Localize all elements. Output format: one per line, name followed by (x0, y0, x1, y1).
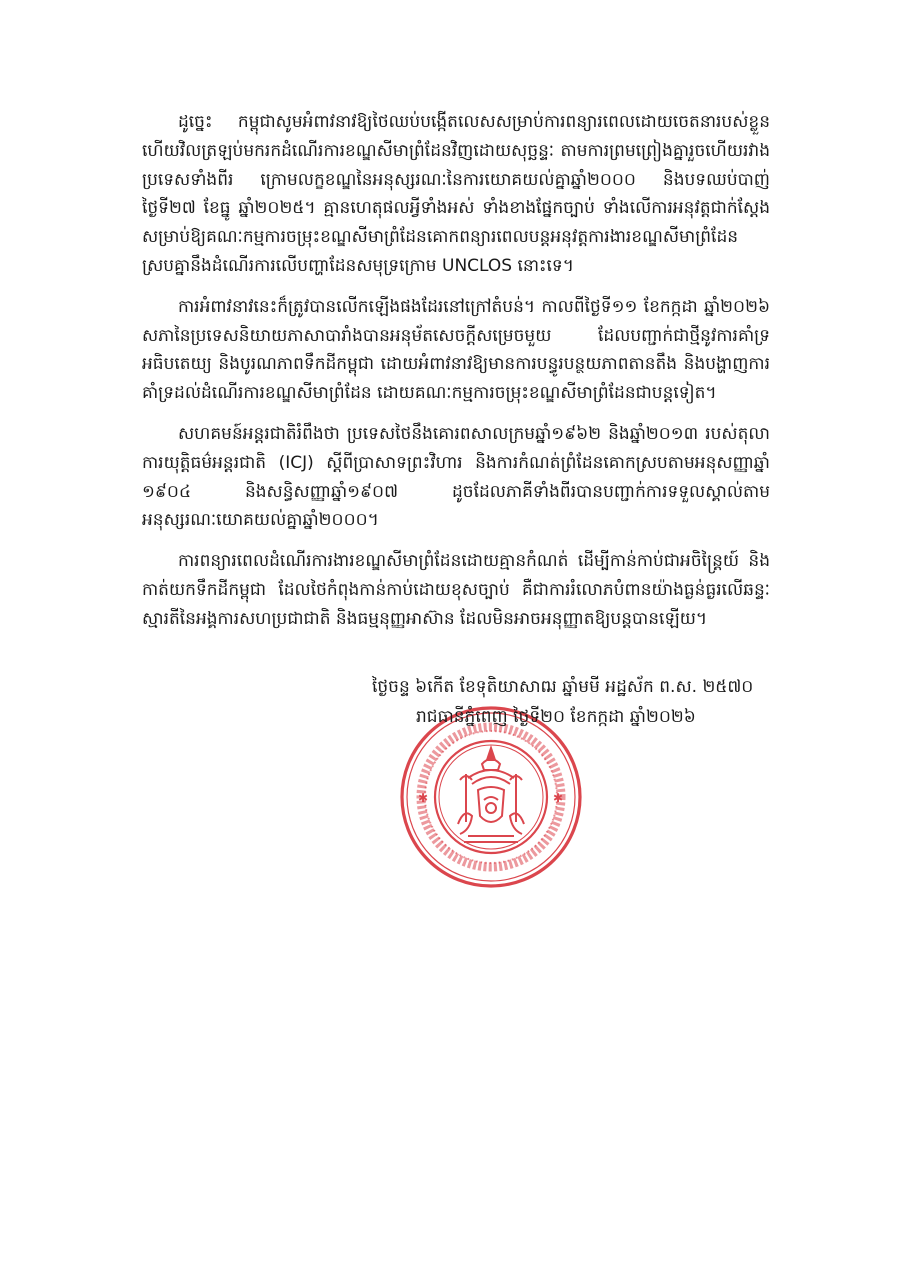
svg-text:✱: ✱ (553, 791, 564, 805)
date-block (372, 672, 792, 732)
document-body (142, 108, 770, 646)
svg-text:✱: ✱ (418, 791, 429, 805)
lunar-date-line: ថ្ងៃចន្ទ ៦កើត ខែទុតិយាសាឍ ឆ្នាំមមី អដ្ឋស័ក ព.ស. ២៥៧០ (372, 677, 754, 697)
paragraph-1: ដូច្នេះ កម្ពុជាសូមអំពាវនាវឱ្យថៃឈប់បង្កើតលេសសម្រាប់ការពន្យារពេលដោយចេតនារបស់ខ្លួន ហើយវិលត្រឡប់មករកដំណើរការខណ្ឌសីមាព្រំដែនវិញដោយសុច្ឆន្ទៈ តាមការព្រមព្រៀងគ្នារួចហើយរវាងប្រទេសទាំងពីរ ក្រោមលក្ខខណ្ឌនៃអនុស្សរណៈនៃការយោគយល់គ្នាឆ្នាំ២០០០ និងបទឈប់បាញ់ថ្ងៃទី២៧ ខែធ្នូ ឆ្នាំ២០២៥។ គ្មានហេតុផលអ្វីទាំងអស់ ទាំងខាងផ្នែកច្បាប់ ទាំងលើការអនុវត្តជាក់ស្តែង សម្រាប់ឱ្យគណៈកម្មការចម្រុះខណ្ឌសីមាព្រំដែនគោកពន្យារពេលបន្តអនុវត្តការងារខណ្ឌសីមាព្រំដែន ស្របគ្នានឹងដំណើរការលើបញ្ហាដែនសមុទ្រក្រោម UNCLOS នោះទេ។ (142, 112, 770, 276)
paragraph-3: សហគមន៍អន្តរជាតិរំពឹងថា ប្រទេសថៃនឹងគោរពសាលក្រមឆ្នាំ១៩៦២ និងឆ្នាំ២០១៣ របស់តុលាការយុត្តិធម៌អន្តរជាតិ (ICJ) ស្តីពីប្រាសាទព្រះវិហារ និងការកំណត់ព្រំដែនគោកស្របតាមអនុសញ្ញាឆ្នាំ ១៩០៤ និងសន្ធិសញ្ញាឆ្នាំ១៩០៧ ដូចដែលភាគីទាំងពីរបានបញ្ជាក់ការទទួលស្គាល់តាមអនុស្សរណៈយោគយល់គ្នាឆ្នាំ២០០០។ (142, 423, 770, 531)
paragraph-2: ការអំពាវនាវនេះក៏ត្រូវបានលើកឡើងផងដែរនៅក្រៅតំបន់។ កាលពីថ្ងៃទី១១ ខែកក្កដា ឆ្នាំ២០២៦ សភានៃប្រទេសនិយាយភាសាបារាំងបានអនុម័តសេចក្តីសម្រេចមួយ ដែលបញ្ជាក់ជាថ្មីនូវការគាំទ្រអធិបតេយ្យ និងបូរណភាពទឹកដីកម្ពុជា ដោយអំពាវនាវឱ្យមានការបន្ធូរបន្ថយភាពតានតឹង និងបង្ហាញការគាំទ្រដល់ដំណើរការខណ្ឌសីមាព្រំដែន ដោយគណៈកម្មការចម្រុះខណ្ឌសីមាព្រំដែនជាបន្តទៀត។ (142, 296, 770, 404)
solar-date-line: រាជធានីភ្នំពេញ ថ្ងៃទី២០ ខែកក្កដា ឆ្នាំ២០២៦ (416, 707, 696, 727)
paragraph-4: ការពន្យារពេលដំណើរការងារខណ្ឌសីមាព្រំដែនដោយគ្មានកំណត់ ដើម្បីកាន់កាប់ជាអចិន្ត្រៃយ៍ និងកាត់យកទឹកដីកម្ពុជា ដែលថៃកំពុងកាន់កាប់ដោយខុសច្បាប់ គឺជាការរំលោភបំពានយ៉ាងធ្ងន់ធ្ងរលើឆន្ទៈស្មារតីនៃអង្គការសហប្រជាជាតិ និងធម្មនុញ្ញអាស៊ាន ដែលមិនអាចអនុញ្ញាតឱ្យបន្តបានឡើយ។ (142, 551, 770, 629)
